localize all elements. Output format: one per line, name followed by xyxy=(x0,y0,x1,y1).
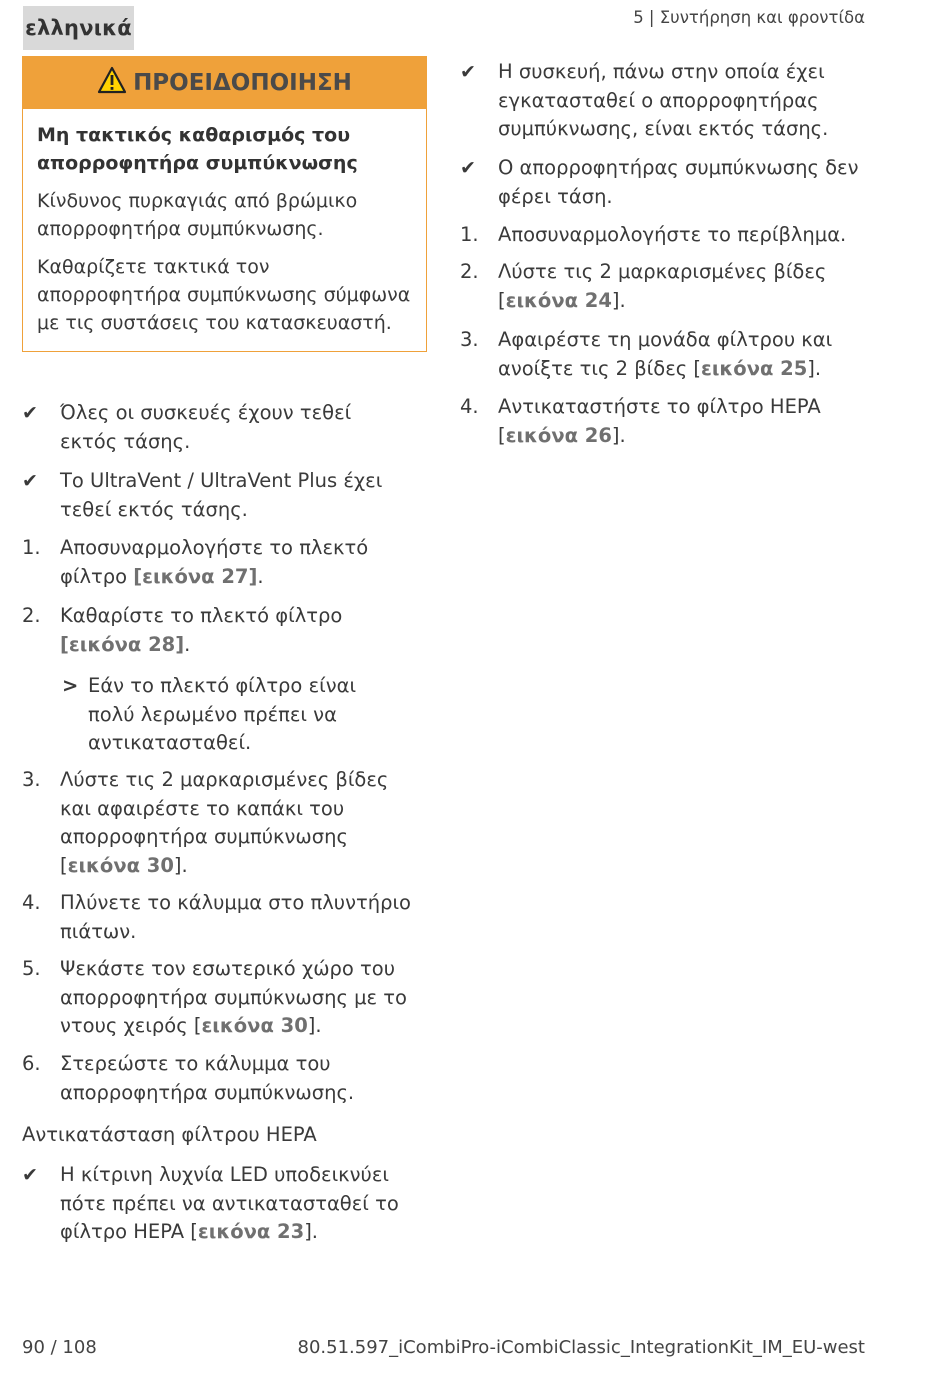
warning-box xyxy=(22,56,427,352)
step-number: 2. xyxy=(22,604,41,627)
step-number: 6. xyxy=(22,1052,41,1075)
figure-link[interactable]: εικόνα 30 xyxy=(201,1014,308,1037)
figure-link[interactable]: εικόνα 30 xyxy=(67,853,174,877)
step-number: 2. xyxy=(460,260,479,283)
step-text: Πλύνετε το κάλυμμα στο πλυντήριο πιάτων. xyxy=(60,891,411,943)
step-text: Ψεκάστε τον εσωτερικό χώρο του απορροφητήρα συμπύκνωσης με το ντους χειρός [ xyxy=(60,957,407,1037)
checkmark-icon: ✔ xyxy=(460,61,476,83)
list-item xyxy=(22,399,412,456)
list-item xyxy=(22,889,412,946)
step-text: Αποσυναρμολογήστε το περίβλημα. xyxy=(498,223,847,246)
figure-link[interactable]: [εικόνα 28] xyxy=(60,632,185,656)
step-after: . xyxy=(184,632,191,656)
list-item xyxy=(22,534,412,591)
warning-label: ΠΡΟΕΙΔΟΠΟΙΗΣΗ xyxy=(133,70,352,96)
step-text: Λύστε τις 2 μαρκαρισμένες βίδες [ xyxy=(498,260,827,312)
list-item xyxy=(22,766,412,880)
step-after: . xyxy=(257,564,264,588)
list-item xyxy=(22,602,412,659)
precondition-text: Η συσκευή, πάνω στην οποία έχει εγκατασταθεί ο απορροφητήρας συμπύκνωσης, είναι εκτός τάσης. xyxy=(498,60,829,140)
step-number: 5. xyxy=(22,957,41,980)
list-item xyxy=(22,1161,412,1247)
warning-triangle-icon xyxy=(97,66,127,100)
step-after: ]. xyxy=(611,423,626,447)
step-number: 3. xyxy=(460,328,479,351)
step-after: ]. xyxy=(807,356,822,380)
step-after: ]. xyxy=(611,288,626,312)
list-item xyxy=(460,154,870,211)
list-item xyxy=(22,955,412,1041)
step-after: ]. xyxy=(307,1014,322,1037)
list-item xyxy=(460,393,870,450)
step-text: Αποσυναρμολογήστε το πλεκτό φίλτρο xyxy=(60,536,369,588)
warning-risk: Κίνδυνος πυρκαγιάς από βρώμικο απορροφητήρα συμπύκνωσης. xyxy=(37,190,358,240)
list-item xyxy=(460,258,870,315)
precondition-text: Το UltraVent / UltraVent Plus έχει τεθεί εκτός τάσης. xyxy=(60,469,383,521)
list-item xyxy=(22,1050,412,1107)
figure-link[interactable]: εικόνα 26 xyxy=(505,423,612,447)
checkmark-icon: ✔ xyxy=(460,157,476,179)
warning-header xyxy=(23,57,426,109)
step-text: Καθαρίστε το πλεκτό φίλτρο xyxy=(60,604,343,627)
list-item xyxy=(22,467,412,524)
step-number: 1. xyxy=(22,536,41,559)
step-number: 1. xyxy=(460,223,479,246)
precondition-text: Ο απορροφητήρας συμπύκνωσης δεν φέρει τάση. xyxy=(498,156,859,208)
figure-link[interactable]: εικόνα 24 xyxy=(505,288,612,312)
list-item xyxy=(460,58,870,144)
figure-link[interactable]: εικόνα 25 xyxy=(700,356,808,380)
step-number: 3. xyxy=(22,768,41,791)
document-id: 80.51.597_iCombiPro-iCombiClassic_IntegrationKit_IM_EU-west xyxy=(297,1337,865,1358)
substep-text: Εάν το πλεκτό φίλτρο είναι πολύ λερωμένο πρέπει να αντικατασταθεί. xyxy=(88,674,357,754)
precondition-text: Όλες οι συσκευές έχουν τεθεί εκτός τάσης. xyxy=(60,401,352,453)
warning-title: Μη τακτικός καθαρισμός του απορροφητήρα συμπύκνωσης xyxy=(37,124,358,174)
checkmark-icon: ✔ xyxy=(22,1164,38,1186)
step-after: ]. xyxy=(304,1220,319,1243)
step-number: 4. xyxy=(460,395,479,418)
step-text: Αντικαταστήστε το φίλτρο HEPA [ xyxy=(498,395,821,447)
figure-link[interactable]: [εικόνα 27] xyxy=(133,564,258,588)
list-item xyxy=(460,221,870,250)
warning-action: Καθαρίζετε τακτικά τον απορροφητήρα συμπύκνωσης σύμφωνα με τις συστάσεις του κατασκευαστή. xyxy=(37,256,411,334)
arrow-marker-icon: > xyxy=(62,674,79,697)
step-after: ]. xyxy=(173,853,188,877)
page-number: 90 / 108 xyxy=(22,1337,97,1358)
checkmark-icon: ✔ xyxy=(22,402,38,424)
list-item xyxy=(460,326,870,383)
section-header: 5 | Συντήρηση και φροντίδα xyxy=(633,8,865,27)
step-number: 4. xyxy=(22,891,41,914)
sub-list-item xyxy=(62,672,407,758)
language-tab: ελληνικά xyxy=(23,6,134,50)
figure-link[interactable]: εικόνα 23 xyxy=(197,1220,305,1243)
checkmark-icon: ✔ xyxy=(22,470,38,492)
step-text: Αφαιρέστε τη μονάδα φίλτρου και ανοίξτε τις 2 βίδες [ xyxy=(498,328,833,380)
precondition-text: Η κίτρινη λυχνία LED υποδεικνύει πότε πρέπει να αντικατασταθεί το φίλτρο HEPA [ xyxy=(60,1163,399,1243)
step-text: Στερεώστε το κάλυμμα του απορροφητήρα συμπύκνωσης. xyxy=(60,1052,355,1104)
section-heading: Αντικατάσταση φίλτρου HEPA xyxy=(22,1123,317,1146)
step-text: Λύστε τις 2 μαρκαρισμένες βίδες και αφαιρέστε το καπάκι του απορροφητήρα συμπύκνωσης [ xyxy=(60,768,389,877)
